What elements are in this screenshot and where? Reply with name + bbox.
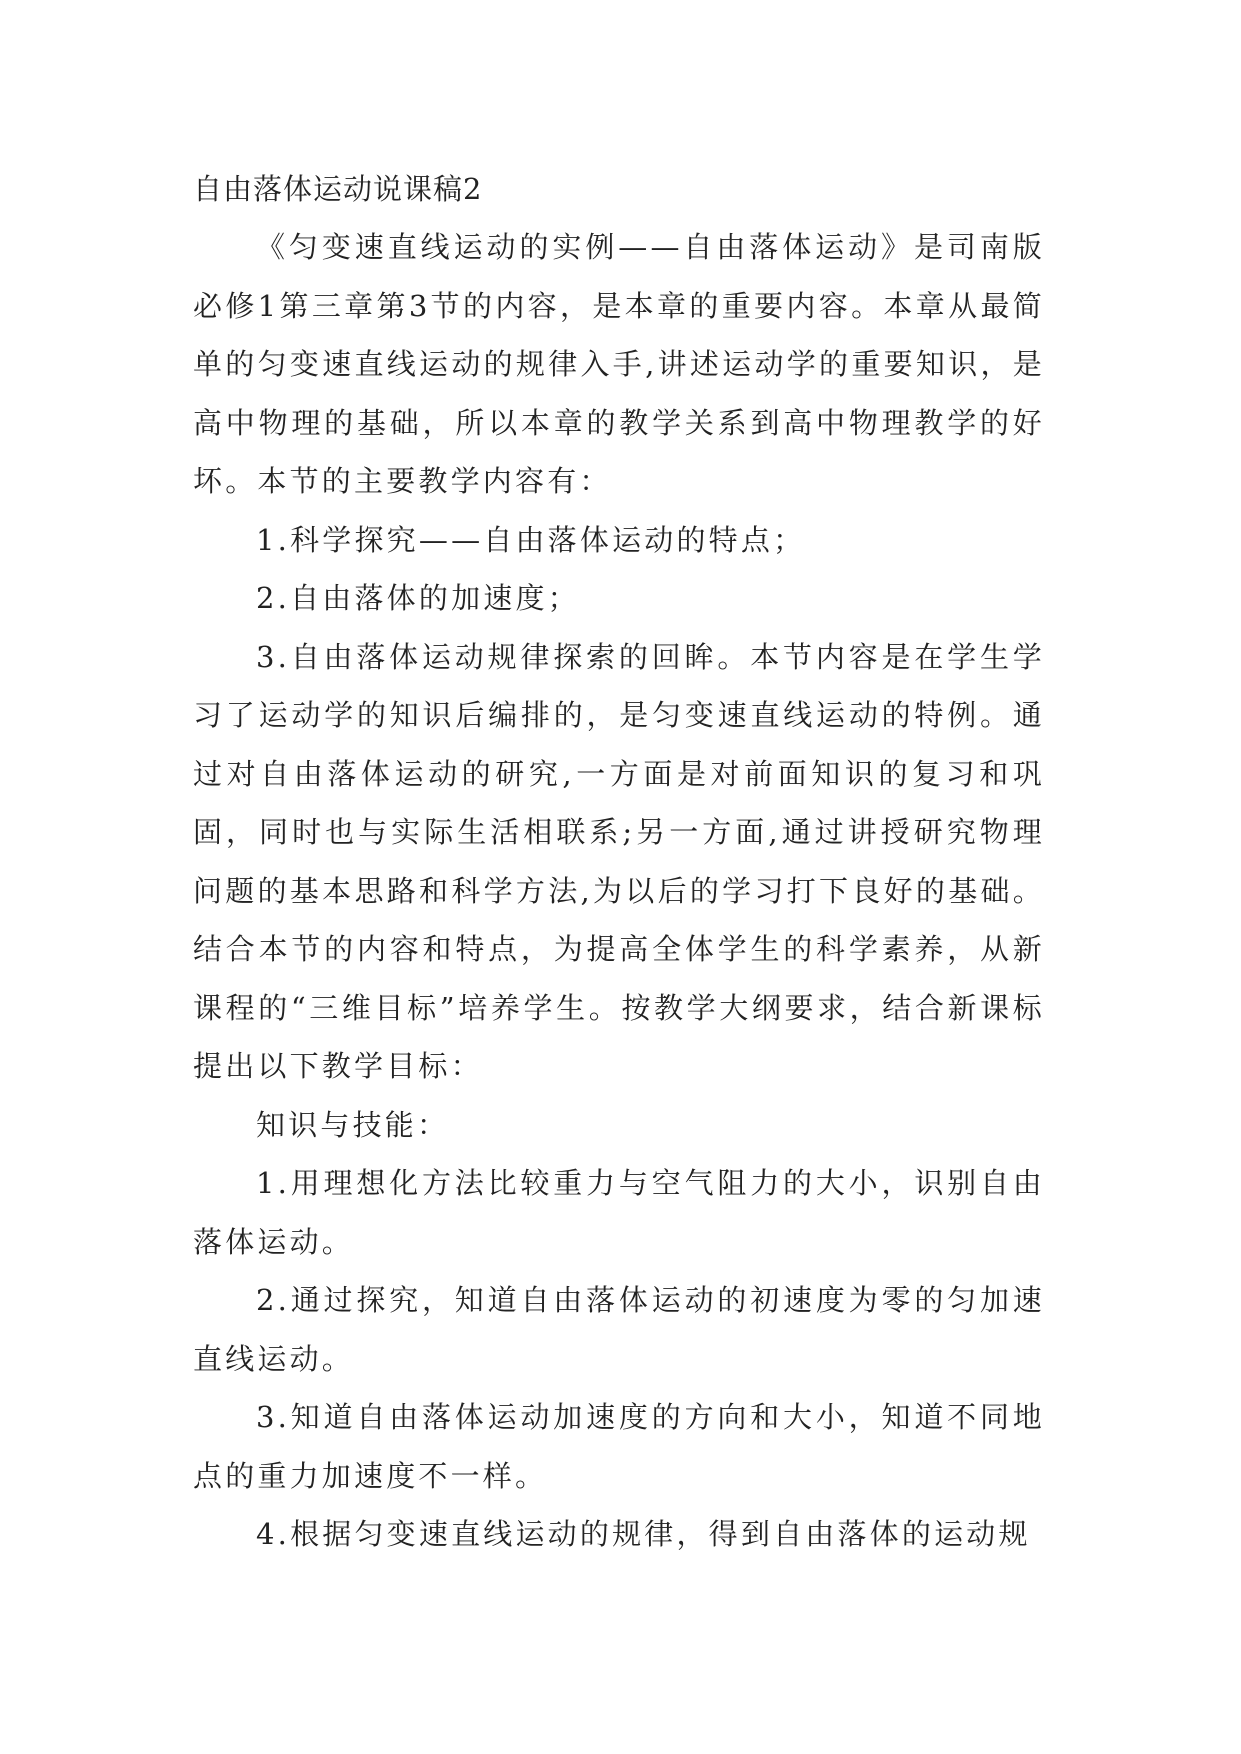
paragraph-objective-2: 2.通过探究，知道自由落体运动的初速度为零的匀加速直线运动。 <box>193 1283 1045 1376</box>
paragraph-knowledge-heading: 知识与技能： <box>256 1107 450 1142</box>
document-title: 自由落体运动说课稿2 <box>193 172 483 206</box>
document-body <box>193 218 1045 1564</box>
paragraph-objective-1: 1.用理想化方法比较重力与空气阻力的大小，识别自由落体运动。 <box>193 1166 1045 1259</box>
paragraph-item-3: 3.自由落体运动规律探索的回眸。本节内容是在学生学习了运动学的知识后编排的，是匀变速直线运动的特例。通过对自由落体运动的研究,一方面是对前面知识的复习和巩固，同时也与实际生活相联系;另一方面,通过讲授研究物理问题的基本思路和科学方法,为以后的学习打下良好的基础。结合本节的内容和特点，为提高全体学生的科学素养，从新课程的“三维目标”培养学生。按教学大纲要求，结合新课标提出以下教学目标： <box>193 639 1045 1083</box>
paragraph-objective-4: 4.根据匀变速直线运动的规律，得到自由落体的运动规 <box>256 1517 1031 1551</box>
paragraph-intro: 《匀变速直线运动的实例——自由落体运动》是司南版必修1第三章第3节的内容，是本章的重要内容。本章从最简单的匀变速直线运动的规律入手,讲述运动学的重要知识，是高中物理的基础，所以本章的教学关系到高中物理教学的好坏。本节的主要教学内容有： <box>193 230 1045 498</box>
paragraph-item-1: 1.科学探究——自由落体运动的特点； <box>256 522 806 557</box>
paragraph-item-2: 2.自由落体的加速度； <box>256 581 580 615</box>
paragraph-objective-3: 3.知道自由落体运动加速度的方向和大小，知道不同地点的重力加速度不一样。 <box>193 1400 1045 1493</box>
